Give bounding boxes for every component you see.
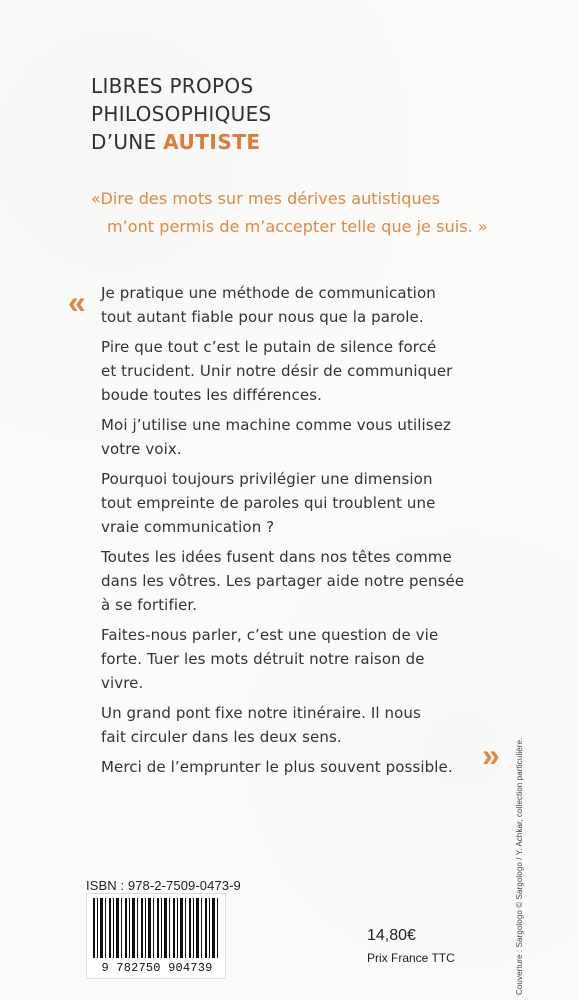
paragraph-4-line-2: tout empreinte de paroles qui troublent une xyxy=(101,494,436,512)
closing-quote-mark: » xyxy=(482,737,500,773)
pull-quote xyxy=(91,185,516,241)
paragraph-7-line-2: fait circuler dans les deux sens. xyxy=(101,728,342,746)
paragraph-8 xyxy=(101,755,496,779)
price-note: Prix France TTC xyxy=(367,951,455,965)
paragraph-7 xyxy=(101,701,496,749)
barcode-icon xyxy=(93,898,221,958)
paragraph-2-line-1: Pire que tout c’est le putain de silence forcé xyxy=(101,338,437,356)
paragraph-6-line-1: Faites-nous parler, c’est une question de vie xyxy=(101,626,439,644)
cover-credits: Couverture : Sargologo © Sargologo / Y. Achkar, collection particulière. xyxy=(515,737,524,995)
paragraph-1-line-2: tout autant fiable pour nous que la parole. xyxy=(101,308,424,326)
paragraph-2-line-3: boude toutes les différences. xyxy=(101,386,322,404)
paragraph-8-line-1: Merci de l’emprunter le plus souvent possible. xyxy=(101,758,453,776)
paragraph-5-line-1: Toutes les idées fusent dans nos têtes comme xyxy=(101,548,452,566)
paragraph-3-line-2: votre voix. xyxy=(101,440,182,458)
opening-quote-mark: « xyxy=(68,284,86,320)
paragraph-5 xyxy=(101,545,496,617)
paragraph-6 xyxy=(101,623,496,695)
paragraph-6-line-3: vivre. xyxy=(101,674,144,692)
title-accent: AUTISTE xyxy=(163,130,261,154)
title-line-3 xyxy=(91,128,272,156)
paragraph-3-line-1: Moi j’utilise une machine comme vous utilisez xyxy=(101,416,452,434)
paragraph-3 xyxy=(101,413,496,461)
barcode-number: 9 782750 904739 xyxy=(101,961,213,975)
title-line-2: PHILOSOPHIQUES xyxy=(91,102,272,126)
title-line-1: LIBRES PROPOS xyxy=(91,74,254,98)
barcode xyxy=(86,893,226,979)
book-title xyxy=(91,72,272,156)
paragraph-4-line-1: Pourquoi toujours privilégier une dimension xyxy=(101,470,433,488)
title-prefix: D’UNE xyxy=(91,130,157,154)
isbn-label: ISBN : 978-2-7509-0473-9 xyxy=(86,878,241,893)
paragraph-2-line-2: et trucident. Unir notre désir de communiquer xyxy=(101,362,453,380)
paragraph-7-line-1: Un grand pont fixe notre itinéraire. Il nous xyxy=(101,704,421,722)
paragraph-4-line-3: vraie communication ? xyxy=(101,518,275,536)
paragraph-1-line-1: Je pratique une méthode de communication xyxy=(101,284,436,302)
price: 14,80€ xyxy=(367,927,416,944)
paragraph-4 xyxy=(101,467,496,539)
paragraph-1 xyxy=(101,281,496,329)
paragraph-5-line-2: dans les vôtres. Les partager aide notre pensée xyxy=(101,572,465,590)
back-cover-text xyxy=(101,281,496,785)
pull-quote-line-1: «Dire des mots sur mes dérives autistiques xyxy=(91,189,440,208)
paragraph-6-line-2: forte. Tuer les mots détruit notre raison de xyxy=(101,650,425,668)
paragraph-2 xyxy=(101,335,496,407)
paragraph-5-line-3: à se fortifier. xyxy=(101,596,198,614)
pull-quote-line-2: m’ont permis de m’accepter telle que je suis. » xyxy=(107,217,488,236)
